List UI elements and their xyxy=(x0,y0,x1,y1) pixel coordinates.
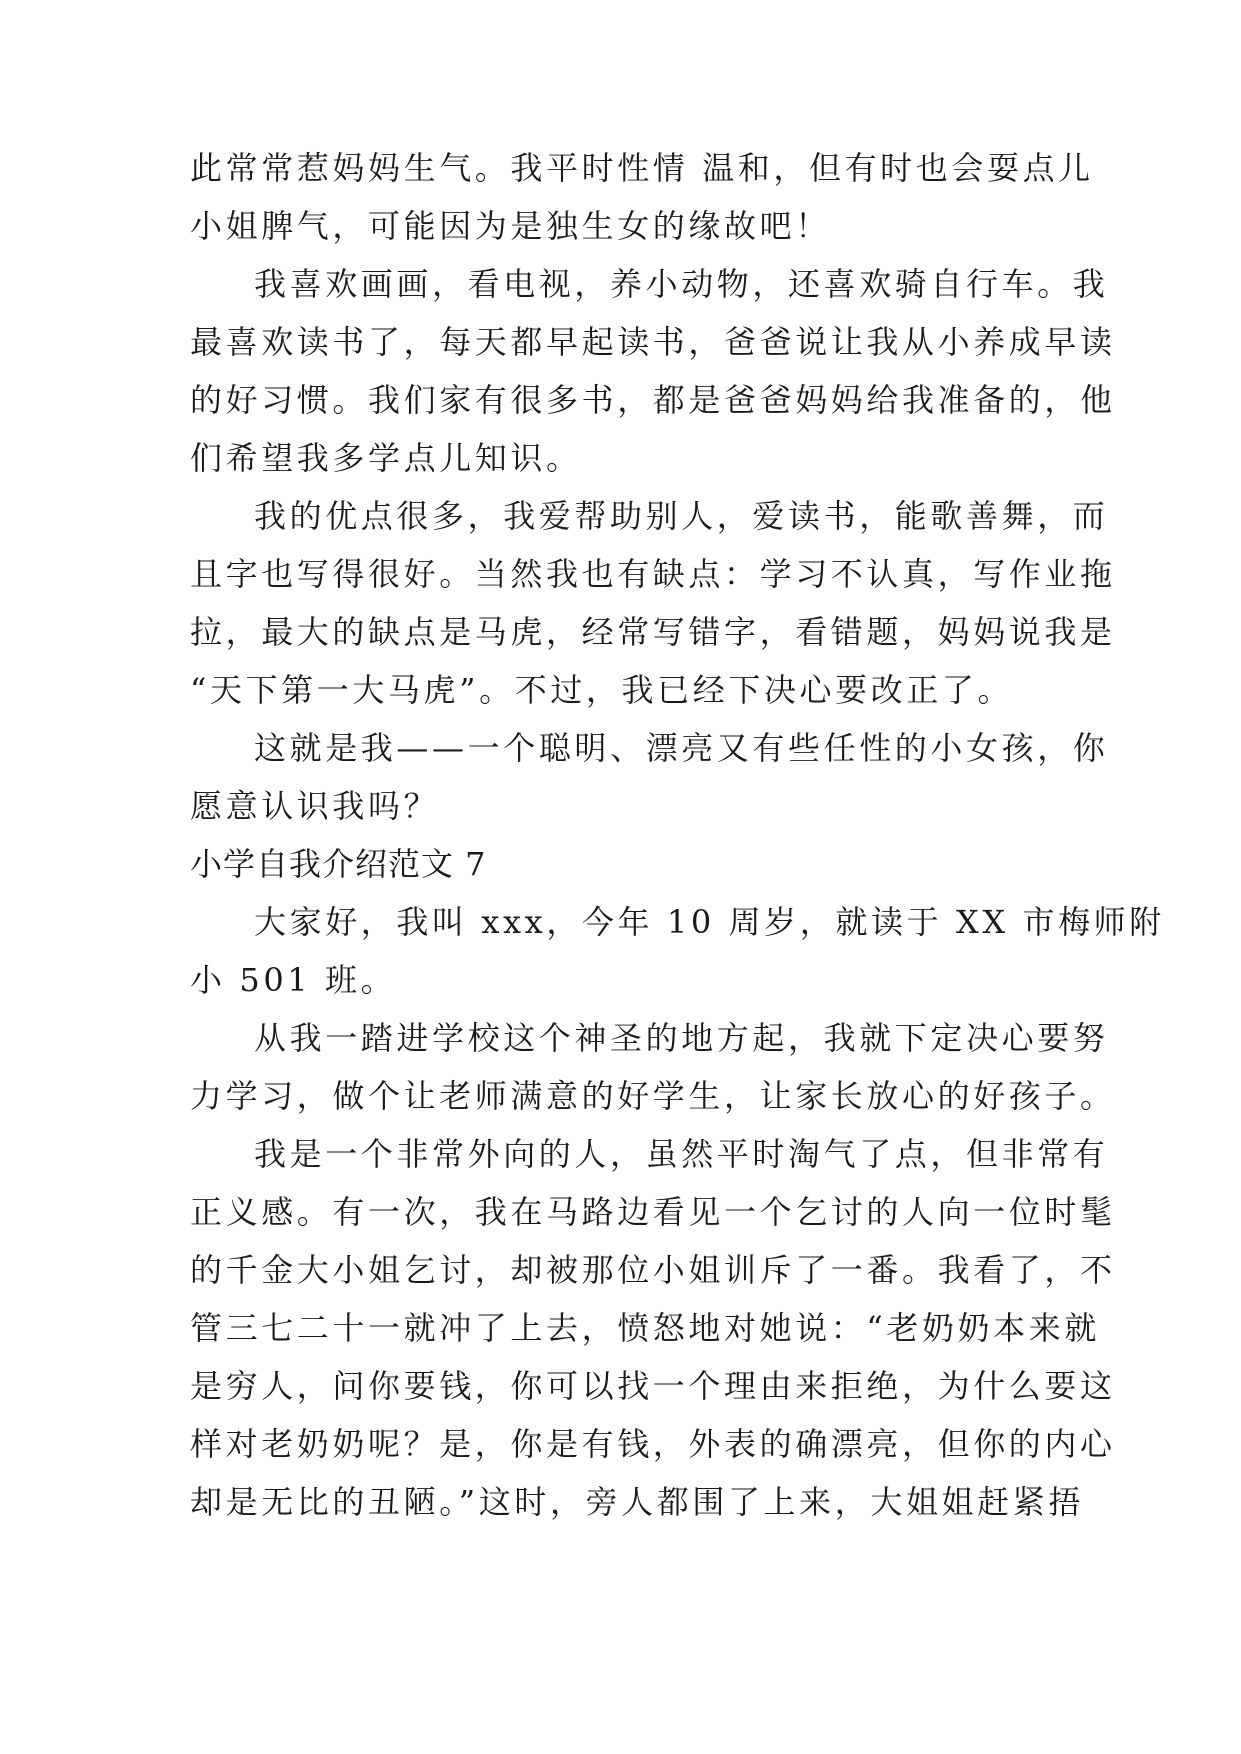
text-line: 拉，最大的缺点是马虎，经常写错字，看错题，妈妈说我是 xyxy=(190,613,1116,651)
paragraph-first-line: 我是一个非常外向的人，虽然平时淘气了点，但非常有 xyxy=(254,1135,1109,1173)
text-line: 此常常惹妈妈生气。我平时性情 温和，但有时也会耍点儿 xyxy=(190,149,1094,187)
section-heading: 小学自我介绍范文 7 xyxy=(190,845,487,883)
text-line: 最喜欢读书了，每天都早起读书，爸爸说让我从小养成早读 xyxy=(190,323,1116,361)
text-line: 正义感。有一次，我在马路边看见一个乞讨的人向一位时髦 xyxy=(190,1193,1116,1231)
paragraph-first-line: 我喜欢画画，看电视，养小动物，还喜欢骑自行车。我 xyxy=(254,265,1109,303)
text-line: 力学习，做个让老师满意的好学生，让家长放心的好孩子。 xyxy=(190,1077,1116,1115)
paragraph-first-line: 大家好，我叫 xxx，今年 10 周岁，就读于 XX 市梅师附 xyxy=(254,903,1165,941)
text-line: 是穷人，问你要钱，你可以找一个理由来拒绝，为什么要这 xyxy=(190,1367,1116,1405)
paragraph-first-line: 从我一踏进学校这个神圣的地方起，我就下定决心要努 xyxy=(254,1019,1109,1057)
text-line: 们希望我多学点儿知识。 xyxy=(190,439,582,477)
text-line: 愿意认识我吗？ xyxy=(190,787,440,825)
text-line: 的好习惯。我们家有很多书，都是爸爸妈妈给我准备的，他 xyxy=(190,381,1116,419)
text-line: 小 501 班。 xyxy=(190,961,397,999)
text-line: 且字也写得很好。当然我也有缺点：学习不认真，写作业拖 xyxy=(190,555,1116,593)
text-line: 却是无比的丑陋。”这时，旁人都围了上来，大姐姐赶紧捂 xyxy=(190,1483,1084,1521)
text-line: 样对老奶奶呢？是，你是有钱，外表的确漂亮，但你的内心 xyxy=(190,1425,1116,1463)
paragraph-first-line: 我的优点很多，我爱帮助别人，爱读书，能歌善舞，而 xyxy=(254,497,1109,535)
text-line: 的千金大小姐乞讨，却被那位小姐训斥了一番。我看了，不 xyxy=(190,1251,1116,1289)
paragraph-first-line: 这就是我——一个聪明、漂亮又有些任性的小女孩，你 xyxy=(254,729,1109,767)
text-line: 管三七二十一就冲了上去，愤怒地对她说：“老奶奶本来就 xyxy=(190,1309,1100,1347)
text-line: 小姐脾气，可能因为是独生女的缘故吧！ xyxy=(190,207,831,245)
text-line: “天下第一大马虎”。不过，我已经下决心要改正了。 xyxy=(190,671,1014,709)
